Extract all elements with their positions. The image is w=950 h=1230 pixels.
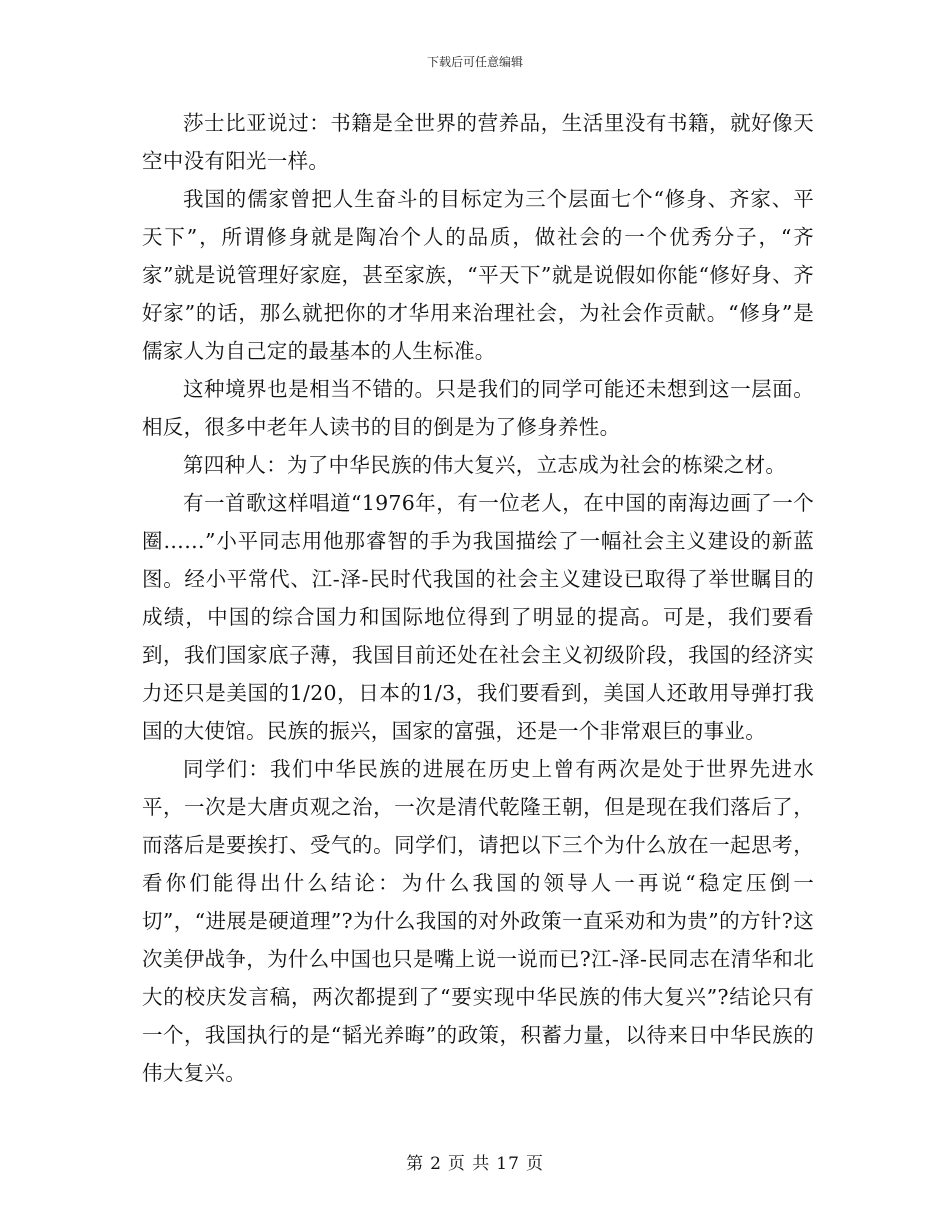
footer-prefix: 第 (406, 1154, 425, 1174)
paragraph-4: 第四种人：为了中华民族的伟大复兴，立志成为社会的栋梁之材。 (183, 453, 787, 477)
paragraph-1: 莎士比亚说过：书籍是全世界的营养品，生活里没有书籍，就好像天空中没有阳光一样。 (142, 111, 814, 173)
footer-page-number: 2 (430, 1154, 442, 1174)
footer-total-pages: 17 (496, 1154, 520, 1174)
page-header: 下载后可任意编辑 (426, 55, 523, 69)
page-footer (0, 1153, 950, 1175)
footer-middle: 页 共 (447, 1154, 491, 1174)
paragraph-3: 这种境界也是相当不错的。只是我们的同学可能还未想到这一层面。相反，很多中老年人读书的目的倒是为了修身养性。 (142, 377, 814, 439)
paragraph-5: 有一首歌这样唱道“1976年，有一位老人，在中国的南海边画了一个圈……”小平同志用他那睿智的手为我国描绘了一幅社会主义建设的新蓝图。经小平常代、江-泽-民时代我国的社会主义建设已取得了举世瞩目的成绩，中国的综合国力和国际地位得到了明显的提高。可是，我们要看到，我们国家底子薄，我国目前还处在社会主义初级阶段，我国的经济实力还只是美国的1/20，日本的1/3，我们要看到，美国人还敢用导弹打我国的大使馆。民族的振兴，国家的富强，还是一个非常艰巨的事业。 (142, 491, 814, 743)
document-body (142, 104, 814, 1092)
footer-suffix: 页 (525, 1154, 544, 1174)
paragraph-6: 同学们：我们中华民族的进展在历史上曾有两次是处于世界先进水平，一次是大唐贞观之治，一次是清代乾隆王朝，但是现在我们落后了，而落后是要挨打、受气的。同学们，请把以下三个为什么放在一起思考，看你们能得出什么结论：为什么我国的领导人一再说“稳定压倒一切”，“进展是硬道理”?为什么我国的对外政策一直采劝和为贵”的方针?这次美伊战争，为什么中国也只是嘴上说一说而已?江-泽-民同志在清华和北大的校庆发言稿，两次都提到了“要实现中华民族的伟大复兴”?结论只有一个，我国执行的是“韬光养晦”的政策，积蓄力量，以待来日中华民族的伟大复兴。 (142, 757, 814, 1085)
paragraph-2: 我国的儒家曾把人生奋斗的目标定为三个层面七个“修身、齐家、平天下”，所谓修身就是陶冶个人的品质，做社会的一个优秀分子，“齐家”就是说管理好家庭，甚至家族，“平天下”就是说假如你能“修好身、齐好家”的话，那么就把你的才华用来治理社会，为社会作贡献。“修身”是儒家人为自己定的最基本的人生标准。 (142, 187, 814, 363)
